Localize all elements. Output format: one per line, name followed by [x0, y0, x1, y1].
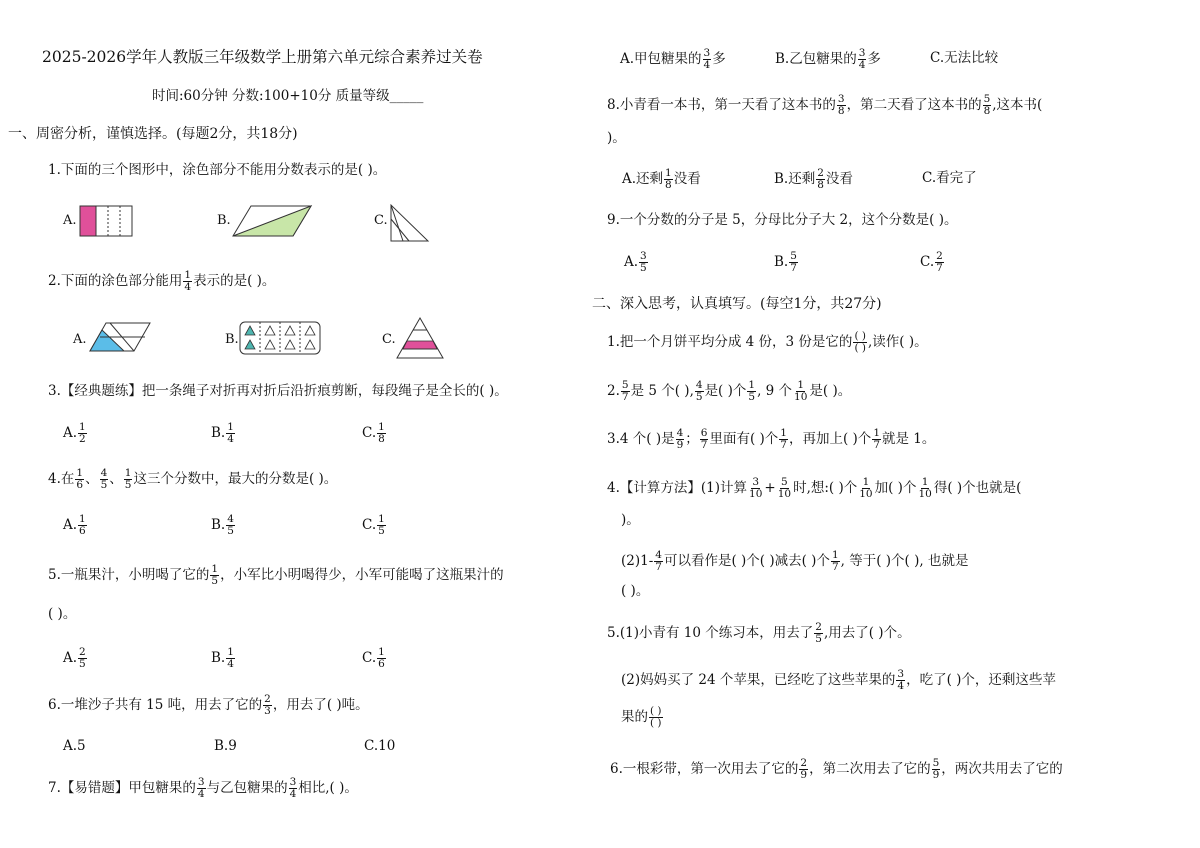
q7-option-b: B.乙包糖果的 $\frac{3}{4}$ 多 — [775, 47, 881, 72]
fill-5-part1: 5.(1)小青有 10 个练习本，用去了 $\frac{2}{5}$ ,用去了( )个。 — [607, 621, 911, 646]
question-8: 8.小青看一本书，第一天看了这本书的 $\frac{3}{8}$ ，第二天看了这本书的 $\frac{5}{8}$ ,这本书( — [607, 93, 1043, 118]
question-5: 5.一瓶果汁，小明喝了它的 $\frac{1}{5}$ ，小军比小明喝得少，小军可能喝了这瓶果汁的 — [48, 563, 504, 588]
q1-option-a-label: A. — [63, 213, 77, 228]
fill-5-part2: (2)妈妈买了 24 个苹果，已经吃了这些苹果的 $\frac{3}{4}$ ，吃了( )个，还剩这些苹 — [621, 668, 1056, 693]
q5-option-b: B. $\frac{1}{4}$ — [211, 646, 234, 671]
question-6: 6.一堆沙子共有 15 吨，用去了它的 $\frac{2}{3}$ ，用去了( )吨。 — [48, 693, 369, 718]
question-8-line2: )。 — [607, 130, 626, 146]
q3-option-a: A. $\frac{1}{2}$ — [63, 421, 86, 446]
q1-figure-c — [391, 205, 431, 243]
header-info: 时间:60分钟 分数:100+10分 质量等级_____ — [152, 88, 424, 104]
q4-option-c: C. $\frac{1}{5}$ — [362, 513, 385, 538]
fill-4-part2-line2: ( )。 — [621, 583, 650, 599]
q6-option-a: A.5 — [63, 738, 86, 754]
q2-figure-a — [90, 323, 152, 353]
q2-option-c-label: C. — [382, 332, 396, 347]
fill-2: 2. $\frac{5}{7}$ 是 5 个( ), $\frac{4}{5}$ 是( )个 $\frac{1}{5}$ , 9 个 $\frac{1}{10}$ 是( )。 — [607, 379, 852, 404]
q4-option-a: A. $\frac{1}{6}$ — [63, 513, 86, 538]
fill-5-part2-line2: 果的 $\frac{( )}{( )}$ — [621, 705, 662, 730]
q1-figure-a — [80, 206, 135, 238]
q7-option-c: C.无法比较 — [930, 50, 999, 66]
q8-option-c: C.看完了 — [922, 170, 977, 186]
q9-option-c: C. $\frac{2}{7}$ — [920, 250, 943, 275]
question-7: 7.【易错题】甲包糖果的 $\frac{3}{4}$ 与乙包糖果的 $\frac{3}{4}$ 相比,( )。 — [48, 776, 358, 801]
q7-option-a: A.甲包糖果的 $\frac{3}{4}$ 多 — [620, 47, 726, 72]
q3-option-c: C. $\frac{1}{8}$ — [362, 421, 385, 446]
question-1: 1.下面的三个图形中，涂色部分不能用分数表示的是( )。 — [48, 162, 387, 178]
question-5-line2: ( )。 — [48, 606, 77, 622]
q2-figure-b — [240, 322, 322, 356]
q1-option-b-label: B. — [217, 213, 231, 228]
section1-heading: 一、周密分析，谨慎选择。(每题2分，共18分) — [8, 126, 298, 142]
q2-option-b-label: B. — [225, 332, 239, 347]
q8-option-a: A.还剩 $\frac{1}{8}$ 没看 — [622, 167, 701, 192]
q8-option-b: B.还剩 $\frac{2}{8}$ 没看 — [774, 167, 853, 192]
q5-option-a: A. $\frac{2}{5}$ — [63, 646, 86, 671]
fill-3: 3.4 个( )是 $\frac{4}{9}$ ； $\frac{6}{7}$ 里面有( )个 $\frac{1}{7}$ ，再加上( )个 $\frac{1}{7}$ 就是 1。 — [607, 427, 936, 452]
q9-option-a: A. $\frac{3}{5}$ — [624, 250, 647, 275]
page-title: 2025-2026学年人教版三年级数学上册第六单元综合素养过关卷 — [42, 48, 483, 66]
question-2: 2.下面的涂色部分能用 $\frac{1}{4}$ 表示的是( )。 — [48, 269, 276, 294]
q5-option-c: C. $\frac{1}{6}$ — [362, 646, 385, 671]
section2-heading: 二、深入思考，认真填写。(每空1分，共27分) — [592, 296, 882, 312]
fill-6: 6.一根彩带，第一次用去了它的 $\frac{2}{9}$ ，第二次用去了它的 $\frac{5}{9}$ ，两次共用去了它的 — [610, 757, 1063, 782]
q1-option-c-label: C. — [374, 213, 388, 228]
fill-1: 1.把一个月饼平均分成 4 份，3 份是它的 $\frac{( )}{( )}$ ,读作( )。 — [607, 330, 928, 355]
q4-option-b: B. $\frac{4}{5}$ — [211, 513, 234, 538]
fill-4: 4.【计算方法】(1)计算 $\frac{3}{10}$ + $\frac{5}{10}$ 时,想:( )个 $\frac{1}{10}$ 加( )个 $\frac{1}{10}$ 得( )个也就是( — [607, 476, 1022, 501]
q9-option-b: B. $\frac{5}{7}$ — [774, 250, 797, 275]
q2-option-a-label: A. — [73, 332, 87, 347]
q6-option-b: B.9 — [214, 738, 237, 754]
question-3: 3.【经典题练】把一条绳子对折再对折后沿折痕剪断，每段绳子是全长的( )。 — [48, 383, 508, 399]
fill-4-line2: )。 — [621, 512, 640, 528]
q1-figure-b — [233, 206, 313, 238]
q6-option-c: C.10 — [364, 738, 396, 754]
question-4: 4.在 $\frac{1}{6}$ 、 $\frac{4}{5}$ 、 $\frac{1}{5}$ 这三个分数中，最大的分数是( )。 — [48, 467, 338, 492]
q3-option-b: B. $\frac{1}{4}$ — [211, 421, 234, 446]
fill-4-part2: (2)1- $\frac{4}{7}$ 可以看作是( )个( )减去( )个 $\frac{1}{7}$ , 等于( )个( ), 也就是 — [621, 549, 969, 574]
q2-figure-c — [397, 318, 445, 360]
question-9: 9.一个分数的分子是 5，分母比分子大 2，这个分数是( )。 — [607, 212, 958, 228]
